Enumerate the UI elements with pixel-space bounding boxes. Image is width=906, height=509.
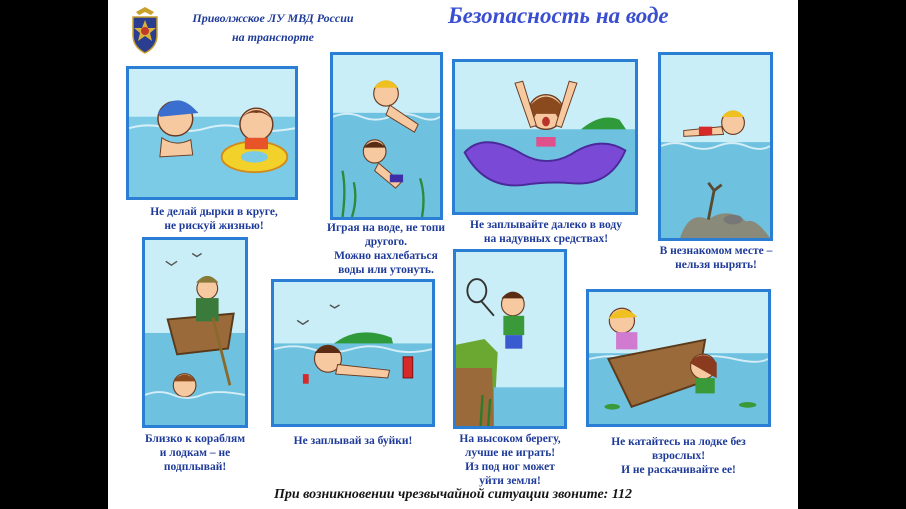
caption-line: На высоком берегу, bbox=[459, 433, 561, 445]
caption-boat bbox=[130, 432, 260, 474]
illustration-boat bbox=[142, 237, 248, 428]
illustration-high-bank bbox=[453, 249, 567, 429]
caption-line: Можно нахлебаться bbox=[334, 250, 438, 262]
illustration-diving bbox=[658, 52, 773, 241]
illustration-ring bbox=[126, 66, 298, 200]
caption-line: Близко к кораблям bbox=[144, 433, 246, 445]
illustration-rocking-boat bbox=[586, 289, 771, 427]
illustration-dunking bbox=[330, 52, 443, 220]
caption-line: воды или утонуть. bbox=[338, 264, 434, 276]
caption-line: подплывай! bbox=[163, 461, 227, 473]
illustration-inflatable bbox=[452, 59, 638, 215]
caption-line: Не катайтесь на лодке без bbox=[611, 436, 746, 448]
caption-dunking bbox=[306, 221, 466, 277]
emergency-footer: При возникновении чрезвычайной ситуации звоните: 112 bbox=[273, 487, 633, 502]
organization-name bbox=[178, 9, 368, 47]
caption-line: и лодкам – не bbox=[159, 447, 231, 459]
caption-high-bank bbox=[445, 432, 575, 488]
organization-line: на транспорте bbox=[231, 30, 314, 44]
caption-line: Не делай дырки в круге, bbox=[150, 206, 278, 218]
organization-line: Приволжское ЛУ МВД России bbox=[192, 11, 354, 25]
caption-rocking-boat bbox=[586, 435, 771, 477]
caption-line: на надувных средствах! bbox=[483, 233, 609, 245]
caption-line: не рискуй жизнью! bbox=[164, 220, 264, 232]
caption-buoys bbox=[271, 434, 435, 448]
caption-line: другого. bbox=[364, 236, 408, 248]
caption-inflatable bbox=[453, 218, 639, 246]
caption-line: лучше не играть! bbox=[464, 447, 556, 459]
caption-line: Играя на воде, не топи bbox=[327, 222, 445, 234]
caption-line: В незнакомом месте – bbox=[659, 245, 773, 257]
caption-diving bbox=[648, 244, 784, 272]
illustration-buoys bbox=[271, 279, 435, 427]
caption-ring bbox=[124, 205, 304, 233]
caption-line: Из под ног может bbox=[465, 461, 555, 473]
caption-line: нельзя нырять! bbox=[675, 259, 757, 271]
caption-line: уйти земля! bbox=[479, 475, 541, 487]
caption-line: Не заплывай за буйки! bbox=[293, 435, 413, 447]
police-emblem-icon bbox=[124, 3, 166, 55]
poster bbox=[108, 0, 798, 509]
caption-line: И не раскачивайте ее! bbox=[621, 464, 736, 476]
caption-line: Не заплывайте далеко в воду bbox=[470, 219, 622, 231]
caption-line: взрослых! bbox=[651, 450, 706, 462]
page-title: Безопасность на воде bbox=[448, 3, 669, 28]
